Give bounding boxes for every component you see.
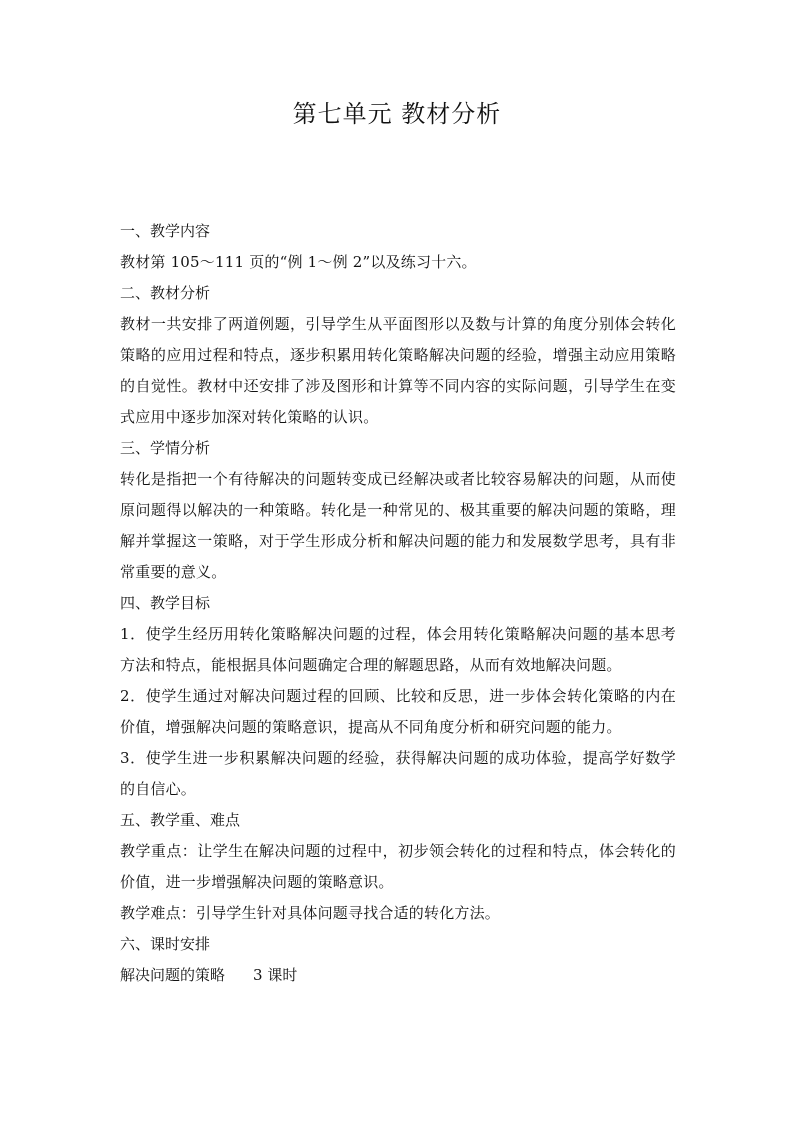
section-heading-teaching-goals: 四、教学目标	[120, 594, 211, 612]
document-body	[120, 216, 676, 991]
page-title: 第七单元 教材分析	[292, 100, 502, 128]
learner-analysis-text: 转化是指把一个有待解决的问题转变成已经解决或者比较容易解决的问题，从而使原问题得以解决的一种策略。转化是一种常见的、极其重要的解决问题的策略，理解并掌握这一策略，对于学生形成分析和解决问题的能力和发展数学思考，具有非常重要的意义。	[120, 470, 676, 581]
section-heading-schedule: 六、课时安排	[120, 935, 211, 953]
schedule-row	[120, 960, 676, 991]
schedule-hours: 3 课时	[253, 966, 298, 984]
schedule-topic: 解决问题的策略	[120, 966, 226, 984]
key-point-text: 教学重点：让学生在解决问题的过程中，初步领会转化的过程和特点，体会转化的价值，进一步增强解决问题的策略意识。	[120, 842, 676, 891]
teaching-goal-1: 1．使学生经历用转化策略解决问题的过程，体会用转化策略解决问题的基本思考方法和特点，能根据具体问题确定合理的解题思路，从而有效地解决问题。	[120, 625, 676, 674]
section-heading-teaching-content: 一、教学内容	[120, 222, 211, 240]
section-heading-learner-analysis: 三、学情分析	[120, 439, 211, 457]
difficulty-text: 教学难点：引导学生针对具体问题寻找合适的转化方法。	[120, 904, 501, 922]
teaching-content-text: 教材第 105～111 页的“例 1～例 2”以及练习十六。	[120, 253, 477, 271]
teaching-goal-3: 3．使学生进一步积累解决问题的经验，获得解决问题的成功体验，提高学好数学的自信心。	[120, 749, 676, 798]
section-heading-key-points: 五、教学重、难点	[120, 811, 241, 829]
section-heading-textbook-analysis: 二、教材分析	[120, 284, 211, 302]
textbook-analysis-text: 教材一共安排了两道例题，引导学生从平面图形以及数与计算的角度分别体会转化策略的应用过程和特点，逐步积累用转化策略解决问题的经验，增强主动应用策略的自觉性。教材中还安排了涉及图形和计算等不同内容的实际问题，引导学生在变式应用中逐步加深对转化策略的认识。	[120, 315, 676, 426]
teaching-goal-2: 2．使学生通过对解决问题过程的回顾、比较和反思，进一步体会转化策略的内在价值，增强解决问题的策略意识，提高从不同角度分析和研究问题的能力。	[120, 687, 676, 736]
